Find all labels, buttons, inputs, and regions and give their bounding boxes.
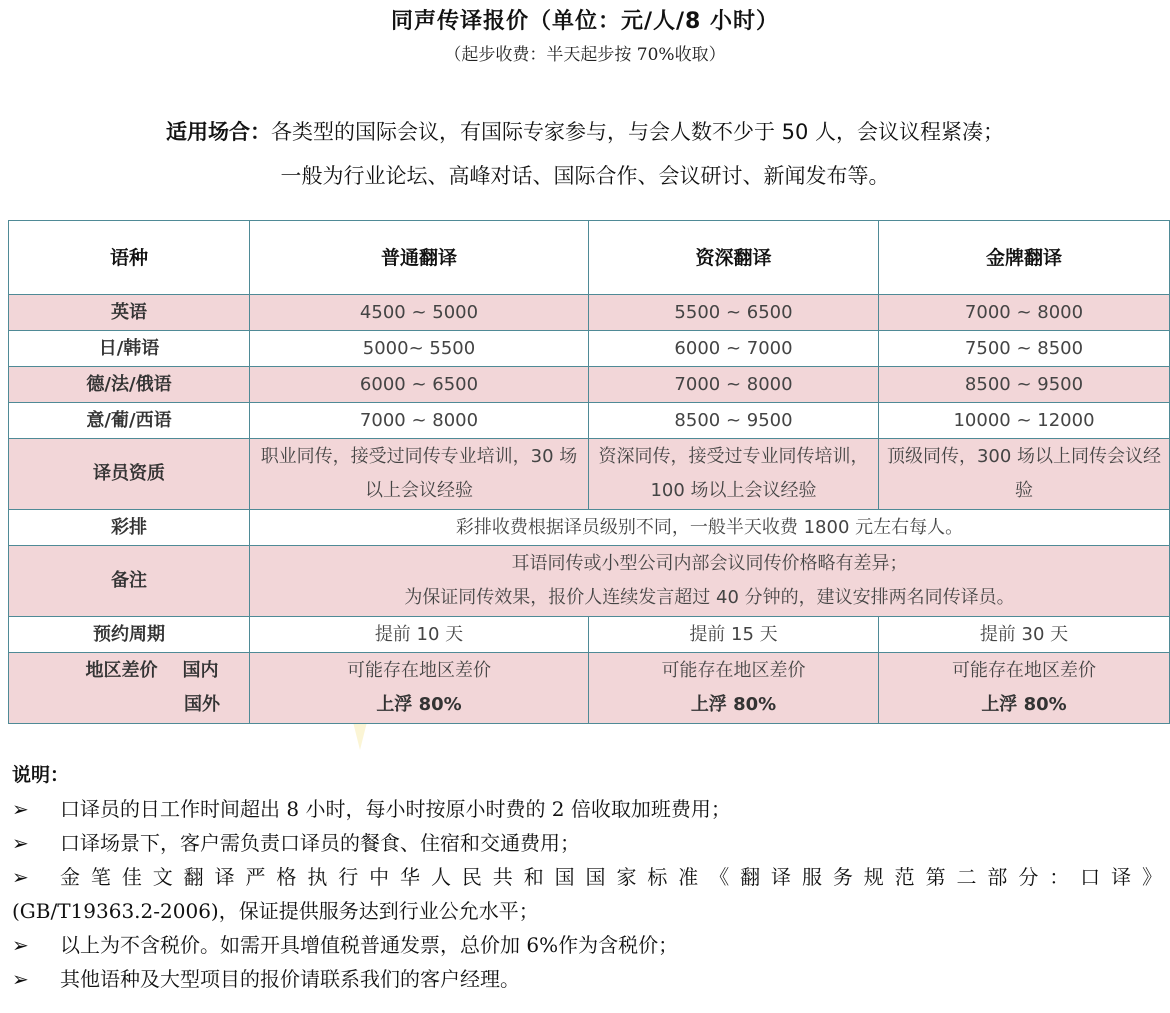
header-language: 语种 bbox=[9, 221, 250, 295]
table-row-qualification bbox=[9, 439, 1170, 510]
row-label-region bbox=[9, 653, 250, 724]
price-cell: 5000~ 5500 bbox=[250, 331, 589, 367]
row-label-english: 英语 bbox=[9, 295, 250, 331]
note-text: 以上为不含税价。如需开具增值税普通发票，总价加 6%作为含税价； bbox=[60, 933, 679, 957]
table-row bbox=[9, 367, 1170, 403]
scenario-line-1 bbox=[0, 110, 1170, 154]
scenario-label: 适用场合： bbox=[165, 120, 271, 144]
page-title: 同声传译报价（单位：元/人/8 小时） bbox=[390, 9, 780, 34]
header-gold: 金牌翻译 bbox=[879, 221, 1170, 295]
note-item bbox=[12, 826, 1162, 860]
price-cell: 5500 ~ 6500 bbox=[589, 295, 879, 331]
price-cell: 10000 ~ 12000 bbox=[879, 403, 1170, 439]
region-domestic-value: 可能存在地区差价 bbox=[347, 660, 491, 681]
price-cell: 7500 ~ 8500 bbox=[879, 331, 1170, 367]
rehearsal-cell: 彩排收费根据译员级别不同，一般半天收费 1800 元左右每人。 bbox=[250, 510, 1170, 546]
price-cell: 4500 ~ 5000 bbox=[250, 295, 589, 331]
row-label-german-french-russian: 德/法/俄语 bbox=[9, 367, 250, 403]
row-label-japanese-korean: 日/韩语 bbox=[9, 331, 250, 367]
note-text: 口译场景下，客户需负责口译员的餐食、住宿和交通费用； bbox=[60, 831, 580, 855]
region-domestic-label: 国内 bbox=[182, 660, 219, 681]
row-label-italian-portuguese-spanish: 意/葡/西语 bbox=[9, 403, 250, 439]
region-abroad-value: 上浮 80% bbox=[376, 694, 462, 715]
remarks-line-1: 耳语同传或小型公司内部会议同传价格略有差异； bbox=[511, 553, 908, 574]
row-label-remarks: 备注 bbox=[9, 546, 250, 617]
note-item bbox=[12, 928, 1162, 962]
price-cell: 7000 ~ 8000 bbox=[879, 295, 1170, 331]
arrow-bullet-icon: ➢ bbox=[12, 967, 29, 991]
region-domestic-value: 可能存在地区差价 bbox=[952, 660, 1096, 681]
qualification-cell: 职业同传，接受过同传专业培训，30 场以上会议经验 bbox=[250, 439, 589, 510]
qualification-cell: 顶级同传，300 场以上同传会议经验 bbox=[879, 439, 1170, 510]
region-abroad-value: 上浮 80% bbox=[690, 694, 777, 715]
note-text: 口译员的日工作时间超出 8 小时，每小时按原小时费的 2 倍收取加班费用； bbox=[60, 797, 731, 821]
price-cell: 6000 ~ 7000 bbox=[589, 331, 879, 367]
table-row bbox=[9, 295, 1170, 331]
note-text: 其他语种及大型项目的报价请联系我们的客户经理。 bbox=[60, 967, 520, 991]
price-cell: 8500 ~ 9500 bbox=[879, 367, 1170, 403]
arrow-bullet-icon: ➢ bbox=[12, 831, 29, 855]
notes-heading: 说明： bbox=[12, 764, 70, 786]
qualification-cell: 资深同传，接受过专业同传培训，100 场以上会议经验 bbox=[589, 439, 879, 510]
row-label-qualification: 译员资质 bbox=[9, 439, 250, 510]
booking-cell: 提前 15 天 bbox=[589, 617, 879, 653]
region-label: 地区差价 bbox=[85, 660, 158, 681]
header-standard: 普通翻译 bbox=[250, 221, 589, 295]
booking-cell: 提前 10 天 bbox=[250, 617, 589, 653]
region-domestic-value: 可能存在地区差价 bbox=[661, 660, 806, 681]
scenario-line-2: 一般为行业论坛、高峰对话、国际合作、会议研讨、新闻发布等。 bbox=[280, 164, 890, 188]
price-cell: 6000 ~ 6500 bbox=[250, 367, 589, 403]
table-row bbox=[9, 331, 1170, 367]
arrow-bullet-icon: ➢ bbox=[12, 797, 29, 821]
table-row bbox=[9, 403, 1170, 439]
price-cell: 7000 ~ 8000 bbox=[589, 367, 879, 403]
applicable-scenarios bbox=[0, 110, 1170, 198]
note-text: 金笔佳文翻译严格执行中华人民共和国国家标准《翻译服务规范第二部分：口译》 bbox=[60, 865, 1162, 889]
table-header-row bbox=[9, 221, 1170, 295]
region-cell bbox=[879, 653, 1170, 724]
price-cell: 7000 ~ 8000 bbox=[250, 403, 589, 439]
note-item bbox=[12, 860, 1162, 894]
price-table bbox=[8, 220, 1170, 724]
table-row-booking bbox=[9, 617, 1170, 653]
note-item bbox=[12, 792, 1162, 826]
header-senior: 资深翻译 bbox=[589, 221, 879, 295]
table-row-remarks bbox=[9, 546, 1170, 617]
region-abroad-value: 上浮 80% bbox=[981, 694, 1067, 715]
note-item bbox=[12, 962, 1162, 996]
notes-section bbox=[12, 758, 1162, 996]
arrow-bullet-icon: ➢ bbox=[12, 933, 29, 957]
arrow-bullet-icon: ➢ bbox=[12, 865, 29, 889]
page-subtitle: （起步收费：半天起步按 70%收取） bbox=[444, 45, 726, 65]
region-cell bbox=[250, 653, 589, 724]
booking-cell: 提前 30 天 bbox=[879, 617, 1170, 653]
row-label-rehearsal: 彩排 bbox=[9, 510, 250, 546]
scenario-text-1: 各类型的国际会议，有国际专家参与，与会人数不少于 50 人，会议议程紧凑； bbox=[270, 120, 1005, 144]
region-abroad-label: 国外 bbox=[184, 694, 220, 715]
price-cell: 8500 ~ 9500 bbox=[589, 403, 879, 439]
note-text-continued: (GB/T19363.2-2006)，保证提供服务达到行业公允水平； bbox=[12, 899, 539, 923]
remarks-cell bbox=[250, 546, 1170, 617]
remarks-line-2: 为保证同传效果，报价人连续发言超过 40 分钟的，建议安排两名同传译员。 bbox=[404, 587, 1015, 608]
region-domestic-line bbox=[61, 654, 243, 688]
row-label-booking: 预约周期 bbox=[9, 617, 250, 653]
table-row-region bbox=[9, 653, 1170, 724]
region-cell bbox=[589, 653, 879, 724]
table-row-rehearsal bbox=[9, 510, 1170, 546]
